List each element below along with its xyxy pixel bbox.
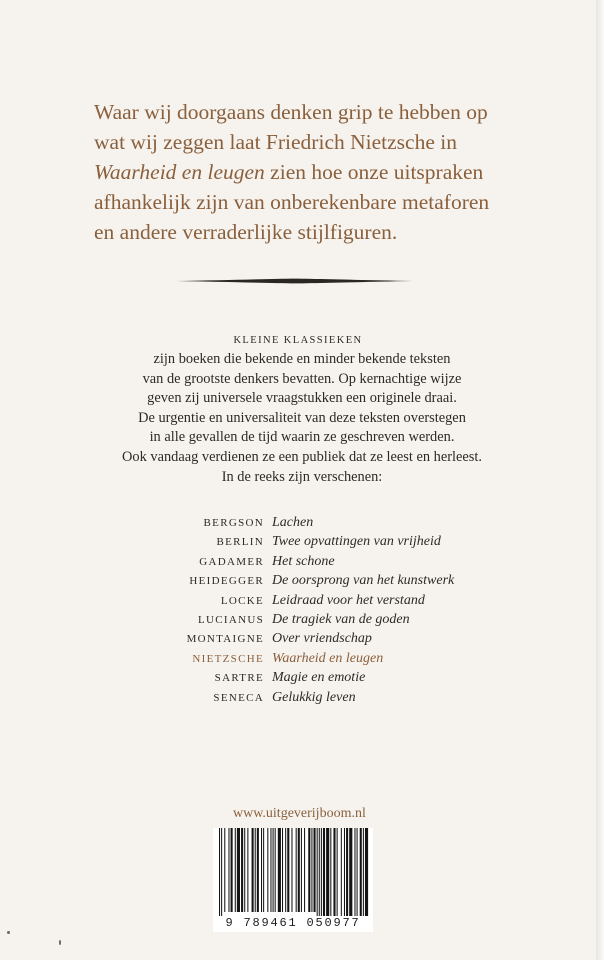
series-title: Over vriendschap [272, 631, 372, 647]
blurb-book-title: Waarheid en leugen [94, 160, 265, 184]
barcode-bar [228, 828, 229, 912]
barcode-bar [323, 828, 325, 916]
series-title: De tragiek van de goden [272, 612, 410, 627]
series-item-current [0, 649, 604, 669]
barcode-bar [319, 828, 320, 916]
barcode-bar [247, 828, 248, 912]
series-author: BERGSON [203, 517, 264, 529]
barcode-bar [337, 828, 338, 916]
barcode-bar [261, 828, 262, 912]
description-line: van de grootste denkers bevatten. Op kernachtige wijze [142, 370, 462, 387]
series-item [0, 591, 604, 611]
series-title: Twee opvattingen van vrijheid [272, 534, 441, 550]
barcode-bar [221, 828, 222, 916]
series-item [0, 552, 604, 572]
blurb-line [94, 157, 534, 187]
barcode-bar [333, 828, 335, 916]
blurb-line: afhankelijk zijn van onberekenbare metaforen [94, 190, 490, 214]
series-item [0, 688, 604, 708]
series-author: LOCKE [220, 594, 264, 607]
barcode-bar [326, 828, 329, 916]
ornamental-divider [177, 274, 413, 288]
series-title: Magie en emotie [272, 670, 366, 686]
barcode-bar [301, 828, 302, 912]
series-title: Waarheid en leugen [272, 650, 384, 666]
barcode-bar [267, 828, 268, 912]
series-title: Leidraad voor het verstand [272, 592, 425, 608]
series-title: De oorsprong van het kunstwerk [272, 573, 455, 589]
series-item [0, 532, 604, 552]
barcode-bar [291, 828, 292, 912]
barcode-bar [321, 828, 322, 916]
series-heading: KLEINE KLASSIEKEN [233, 335, 363, 346]
barcode-bar [257, 828, 259, 912]
series-author: HEIDEGGER [189, 575, 264, 588]
barcode-bar [252, 828, 254, 912]
series-author: MONTAIGNE [186, 633, 264, 646]
barcode-bar [231, 828, 233, 912]
series-title: Lachen [272, 515, 314, 530]
series-author: BERLIN [216, 536, 264, 549]
series-author: LUCIANUS [197, 614, 264, 626]
series-item [0, 513, 604, 533]
series-item [0, 571, 604, 591]
barcode-bar [354, 828, 355, 916]
barcode-bar [365, 828, 368, 916]
series-title: Het schone [272, 553, 335, 569]
barcode [213, 828, 373, 932]
blurb-line-rest: zien hoe onze uitspraken [270, 160, 484, 184]
print-speck [7, 931, 10, 934]
barcode-bar [282, 828, 283, 912]
series-item [0, 610, 604, 630]
barcode-bar [275, 828, 276, 912]
barcode-bar [363, 828, 364, 916]
description-line: In de reeks zijn verschenen: [221, 468, 383, 485]
barcode-bar [270, 828, 271, 912]
barcode-bar [237, 828, 240, 912]
barcode-bar [241, 828, 243, 912]
series-author: SARTRE [214, 672, 264, 685]
barcode-bar [235, 828, 236, 912]
blurb [94, 97, 534, 247]
barcode-bars [213, 828, 373, 916]
barcode-bar [273, 828, 274, 912]
barcode-bar [298, 828, 300, 912]
description-line: De urgentie en universaliteit van deze teksten overstegen [138, 409, 466, 426]
barcode-bar [346, 828, 348, 916]
barcode-bar [360, 828, 362, 916]
barcode-bar [308, 828, 310, 912]
barcode-bar [287, 828, 289, 912]
barcode-bar [219, 828, 220, 916]
description-line: geven zij universele vraagstukken een originele draai. [147, 390, 457, 407]
publisher-url: www.uitgeverijboom.nl [233, 806, 366, 821]
series-title: Gelukkig leven [272, 689, 356, 705]
blurb-line: Waar wij doorgaans denken grip te hebben op [94, 100, 488, 124]
series-item [0, 629, 604, 649]
barcode-bar [357, 828, 358, 916]
barcode-bar [285, 828, 286, 912]
series-description [0, 332, 604, 487]
barcode-bar [304, 828, 305, 912]
barcode-bar [244, 828, 245, 912]
series-author: GADAMER [199, 555, 264, 568]
barcode-bar [263, 828, 264, 912]
barcode-bar [344, 828, 345, 916]
series-item [0, 668, 604, 688]
barcode-bar [330, 828, 331, 916]
barcode-bar [314, 828, 316, 912]
description-line: Ook vandaag verdienen ze een publiek dat ze leest en herleest. [122, 448, 482, 465]
barcode-bar [296, 828, 297, 912]
blurb-line: wat wij zeggen laat Friedrich Nietzsche in [94, 130, 457, 154]
print-speck [59, 940, 61, 945]
barcode-bar [255, 828, 256, 912]
barcode-bar [311, 828, 312, 912]
barcode-bar [341, 828, 342, 916]
barcode-bar [224, 828, 225, 912]
description-line: zijn boeken die bekende en minder bekende teksten [153, 351, 451, 367]
barcode-bar [317, 828, 318, 916]
barcode-bar [278, 828, 281, 912]
barcode-bar [349, 828, 352, 916]
series-author: NIETZSCHE [192, 652, 264, 665]
series-author: SENECA [213, 691, 264, 704]
description-line: in alle gevallen de tijd waarin ze geschreven werden. [149, 429, 455, 446]
isbn-number: 9 789461 050977 [225, 916, 361, 930]
blurb-line: en andere verraderlijke stijlfiguren. [94, 220, 398, 244]
